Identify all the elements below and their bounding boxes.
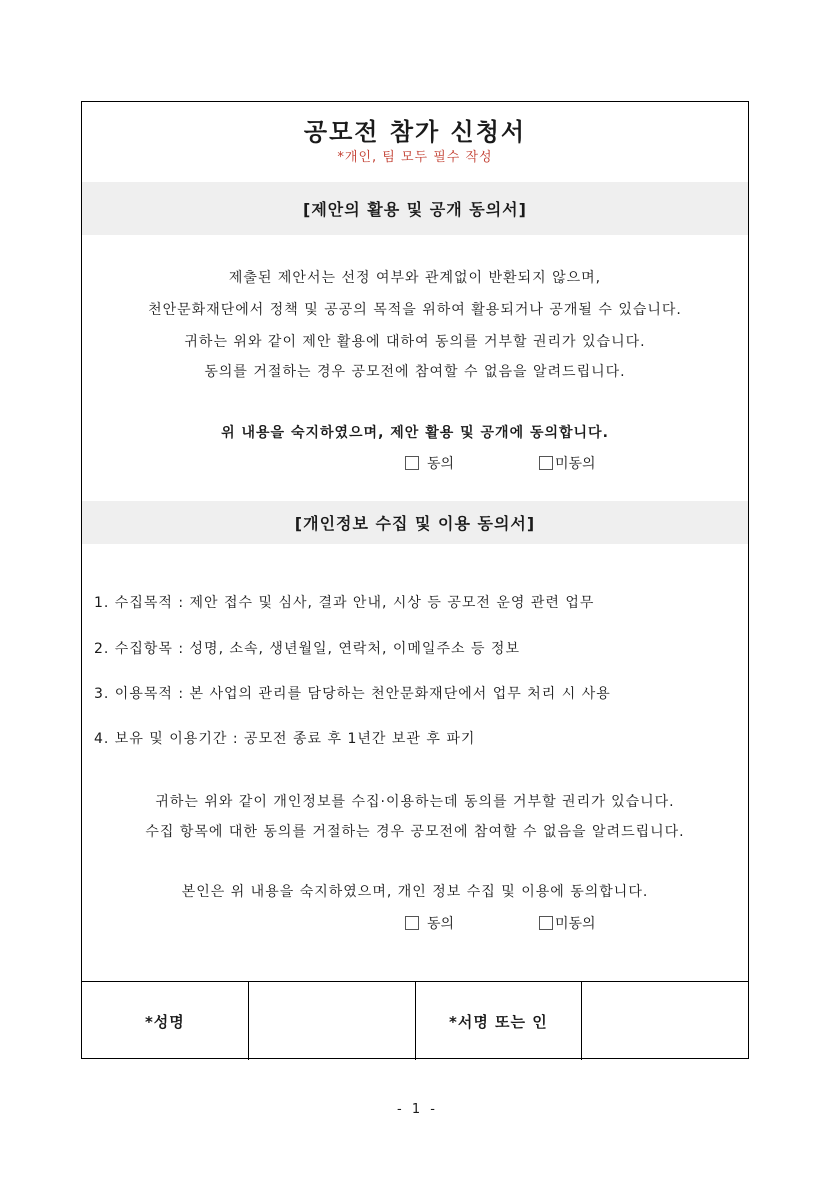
section1-agree-checkbox[interactable] (405, 453, 454, 473)
checkbox-icon (405, 916, 419, 930)
checkbox-icon (539, 456, 553, 470)
section2-agree-checkbox[interactable] (405, 913, 454, 933)
section1-line-1: 제출된 제안서는 선정 여부와 관계없이 반환되지 않으며, (228, 270, 602, 286)
section2-item-3: 3. 이용목적 : 본 사업의 관리를 담당하는 천안문화재단에서 업무 처리 시 사용 (94, 686, 611, 702)
name-field[interactable] (249, 982, 416, 1060)
section2-consent: 본인은 위 내용을 숙지하였으며, 개인 정보 수집 및 이용에 동의합니다. (181, 884, 649, 900)
section1-disagree-checkbox[interactable] (539, 453, 596, 473)
checkbox-icon (405, 456, 419, 470)
section1-line-3: 귀하는 위와 같이 제안 활용에 대하여 동의를 거부할 권리가 있습니다. (184, 334, 646, 350)
section2-item-4: 4. 보유 및 이용기간 : 공모전 종료 후 1년간 보관 후 파기 (94, 731, 476, 747)
signature-table (82, 981, 748, 1060)
section2-disagree-checkbox[interactable] (539, 913, 596, 933)
section1-heading: [제안의 활용 및 공개 동의서] (82, 182, 748, 235)
application-form (81, 101, 749, 1059)
section1-line-2: 천안문화재단에서 정책 및 공공의 목적을 위하여 활용되거나 공개될 수 있습니다. (148, 302, 682, 318)
disagree-label: 미동의 (555, 456, 596, 472)
agree-label: 동의 (427, 916, 455, 932)
section2-heading: [개인정보 수집 및 이용 동의서] (82, 501, 748, 544)
page-number: - 1 - (397, 1102, 438, 1117)
section2-item-1: 1. 수집목적 : 제안 접수 및 심사, 결과 안내, 시상 등 공모전 운영 관련 업무 (94, 595, 595, 611)
disagree-label: 미동의 (555, 916, 596, 932)
section1-consent: 위 내용을 숙지하였으며, 제안 활용 및 공개에 동의합니다. (221, 425, 609, 441)
signature-field[interactable] (582, 982, 748, 1060)
signature-label: *서명 또는 인 (416, 982, 583, 1060)
agree-label: 동의 (427, 456, 455, 472)
form-subtitle: *개인, 팀 모두 필수 작성 (337, 150, 493, 165)
section2-line-2: 수집 항목에 대한 동의를 거절하는 경우 공모전에 참여할 수 없음을 알려드립니다. (145, 824, 685, 840)
checkbox-icon (539, 916, 553, 930)
section2-line-1: 귀하는 위와 같이 개인정보를 수집·이용하는데 동의를 거부할 권리가 있습니다. (155, 794, 675, 810)
section2-item-2: 2. 수집항목 : 성명, 소속, 생년월일, 연락처, 이메일주소 등 정보 (94, 641, 520, 657)
form-title: 공모전 참가 신청서 (303, 118, 527, 146)
name-label: *성명 (82, 982, 249, 1060)
section1-line-4: 동의를 거절하는 경우 공모전에 참여할 수 없음을 알려드립니다. (204, 364, 626, 380)
